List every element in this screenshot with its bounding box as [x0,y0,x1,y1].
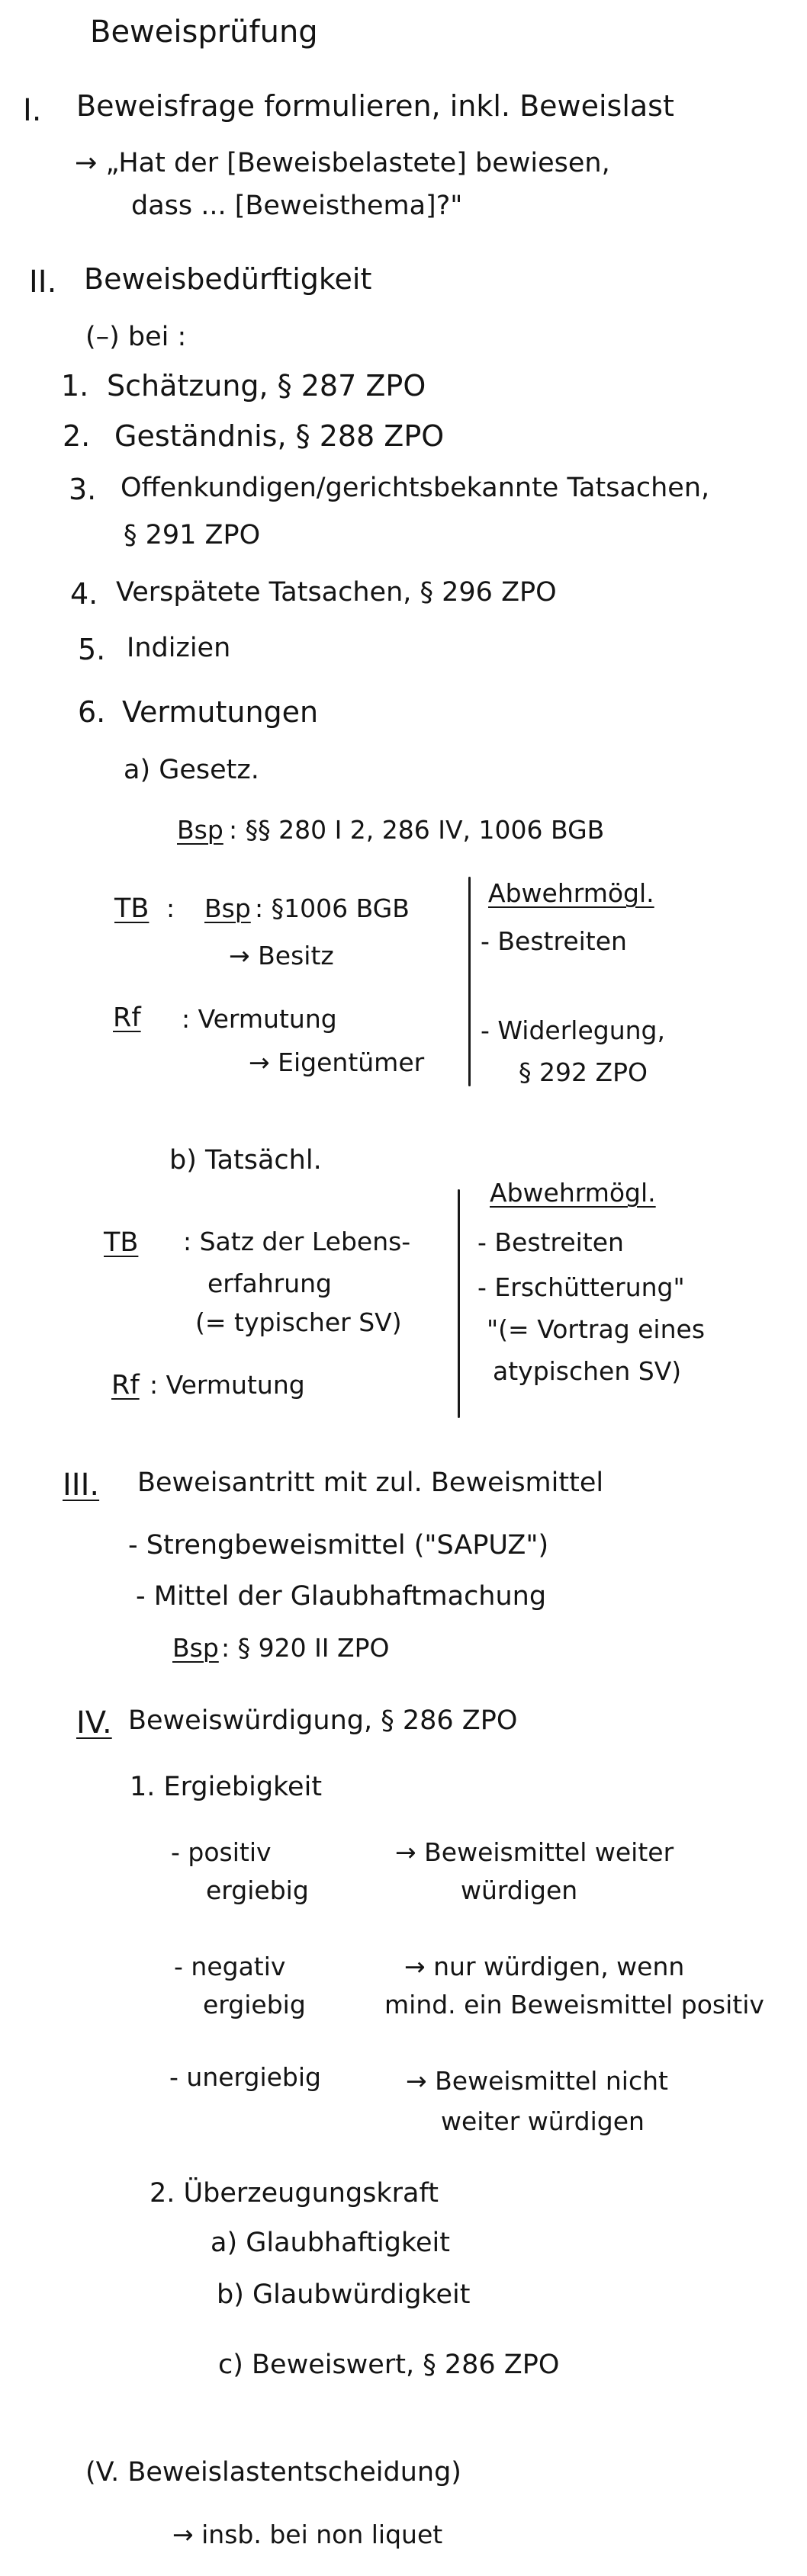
defense-item: - Bestreiten [477,1227,624,1257]
section-1-heading: Beweisfrage formulieren, inkl. Beweislast [76,89,674,123]
tb-example-text: : §1006 BGB [255,893,410,923]
list-item-text: Schätzung, § 287 ZPO [107,369,426,403]
section-2-number: II. [29,265,57,300]
subsection-a-heading: a) Gesetz. [124,755,259,785]
list-item-text: Offenkundigen/gerichtsbekannte Tatsachen, [121,473,710,503]
section-3-number: III. [63,1468,100,1503]
tb-label: TB [104,1227,139,1258]
rf-label: Rf [111,1370,140,1400]
list-item-number: 5. [78,633,106,666]
section-2-heading: Beweisbedürftigkeit [84,262,372,296]
outcome-label-continued: ergiebig [203,1990,306,2019]
section-1-number: I. [23,93,42,128]
page-title: Beweisprüfung [90,14,318,50]
defense-item-continued: "(= Vortrag eines [487,1314,706,1344]
tb-text-continued: erfahrung [207,1269,332,1298]
rf-text: : Vermutung [150,1370,305,1400]
tb-label: TB [114,893,150,924]
rf-arrow-text: → Eigentümer [249,1047,425,1077]
outcome-consequence: → nur würdigen, wenn [404,1952,685,1981]
list-item-number: 6. [78,695,106,729]
section-1-question-line-1: → „Hat der [Beweisbelastete] bewiesen, [75,148,610,178]
outcome-consequence: → Beweismittel weiter [395,1837,674,1867]
tb-colon: : [166,893,175,923]
criterion-item: b) Glaubwürdigkeit [217,2279,471,2310]
example-text: : § 920 II ZPO [221,1633,390,1663]
example-text: : §§ 280 I 2, 286 IV, 1006 BGB [229,815,605,845]
list-item-text-continued: § 291 ZPO [124,520,261,550]
example-label: Bsp [177,815,223,845]
section-3-line: - Strengbeweismittel ("SAPUZ") [128,1530,549,1561]
list-item-number: 4. [70,577,98,611]
tb-text: : Satz der Lebens- [183,1227,411,1256]
defense-item: - Widerlegung, [481,1015,665,1045]
outcome-label-continued: ergiebig [206,1875,309,1905]
outcome-consequence: → Beweismittel nicht [406,2066,668,2096]
section-1-question-line-2: dass ... [Beweisthema]?" [131,191,463,221]
defense-heading: Abwehrmögl. [488,878,654,908]
section-4-heading: Beweiswürdigung, § 286 ZPO [128,1705,518,1736]
divider-line [458,1189,460,1418]
outcome-label: - negativ [174,1952,286,1981]
divider-line [468,877,471,1086]
section-4-number: IV. [76,1705,112,1740]
rf-text: : Vermutung [182,1004,337,1034]
tb-example-label: Bsp [204,893,251,923]
criterion-item: c) Beweiswert, § 286 ZPO [218,2350,560,2380]
outcome-consequence-continued: weiter würdigen [441,2106,645,2136]
section-5-heading: (V. Beweislastentscheidung) [85,2457,461,2488]
example-label: Bsp [172,1633,219,1663]
list-item-number: 1. [61,369,89,403]
section-2-negative-label: (–) bei : [85,322,187,352]
list-item-text: Geständnis, § 288 ZPO [114,419,445,453]
section-3-heading: Beweisantritt mit zul. Beweismittel [137,1468,604,1498]
outcome-consequence-continued: mind. ein Beweismittel positiv [384,1990,764,2019]
defense-item-continued: § 292 ZPO [519,1057,648,1087]
defense-item: - Bestreiten [481,926,627,956]
list-item-number: 2. [63,419,91,453]
list-item-number: 3. [69,473,97,506]
list-item-text: Indizien [127,633,231,663]
outcome-consequence-continued: würdigen [461,1875,578,1905]
outcome-label: - unergiebig [169,2062,321,2092]
outcome-label: - positiv [171,1837,272,1867]
defense-item-continued: atypischen SV) [493,1356,682,1386]
defense-heading: Abwehrmögl. [490,1178,656,1208]
criterion-item: a) Glaubhaftigkeit [211,2228,450,2258]
subsection-heading: 1. Ergiebigkeit [130,1772,323,1802]
defense-item: - Erschütterung" [477,1272,685,1302]
section-3-line: - Mittel der Glaubhaftmachung [136,1581,547,1612]
subsection-heading: 2. Überzeugungskraft [150,2178,439,2209]
list-item-text: Verspätete Tatsachen, § 296 ZPO [116,577,557,608]
tb-text-continued: (= typischer SV) [195,1307,402,1337]
list-item-text: Vermutungen [122,695,319,729]
subsection-b-heading: b) Tatsächl. [169,1145,322,1176]
tb-arrow-text: → Besitz [229,941,334,970]
section-5-line: → insb. bei non liquet [172,2520,443,2549]
rf-label: Rf [113,1002,141,1033]
